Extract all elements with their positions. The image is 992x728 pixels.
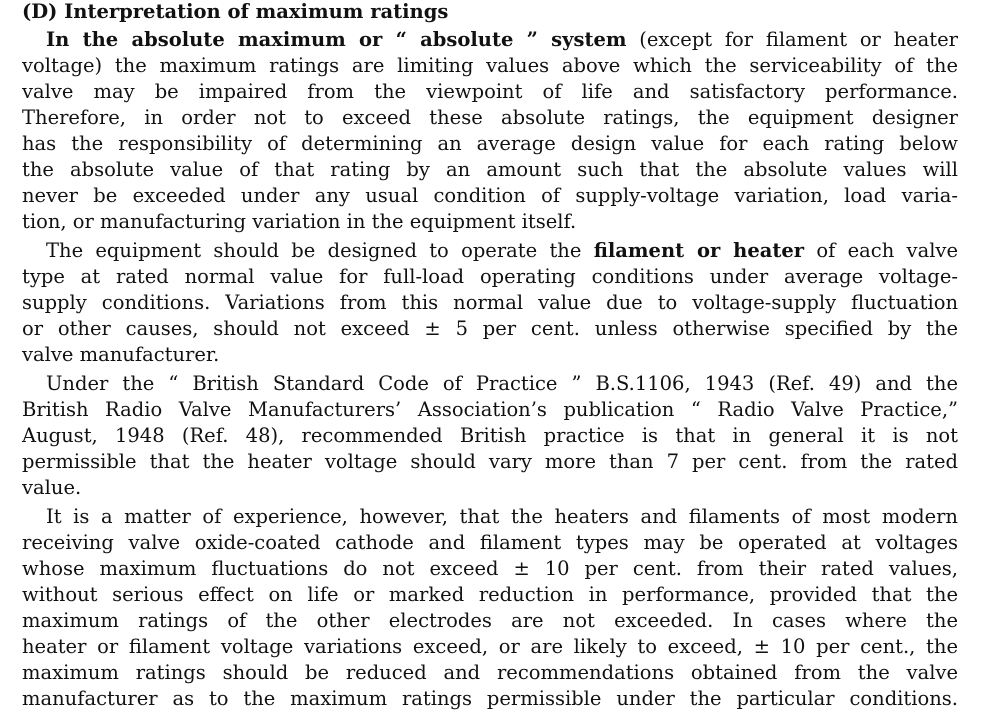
p4-line-8: manufacturer as to the maximum ratings permissible under the particular conditions. [22, 687, 958, 710]
p4-line-5: maximum ratings of the other electrodes are not exceeded. In cases where the [22, 609, 958, 632]
p3-line-4: permissible that the heater voltage should vary more than 7 per cent. from the rated [22, 450, 958, 473]
p1-line-5: has the responsibility of determining an average design value for each rating below [22, 132, 958, 155]
p3-line-3: August, 1948 (Ref. 48), recommended British practice is that in general it is not [22, 424, 958, 447]
p2-line-1: The equipment should be designed to operate the filament or heater of each valve [46, 239, 958, 262]
p4-line-6: heater or filament voltage variations exceed, or are likely to exceed, ± 10 per cent., the [22, 635, 958, 658]
p4-line-3: whose maximum fluctuations do not exceed ± 10 per cent. from their rated values, [22, 557, 958, 580]
p1-line-3: valve may be impaired from the viewpoint of life and satisfactory performance. [22, 80, 958, 103]
p4-line-1: It is a matter of experience, however, that the heaters and filaments of most modern [46, 505, 958, 528]
p2-line-3: supply conditions. Variations from this normal value due to voltage-supply fluctuation [22, 291, 958, 314]
p1-line-2: voltage) the maximum ratings are limiting values above which the serviceability of the [22, 54, 958, 77]
p1-line-7: never be exceeded under any usual condition of supply-voltage variation, load varia- [22, 184, 958, 207]
p2-bold-term: filament or heater [593, 239, 805, 262]
p1-line-8: tion, or manufacturing variation in the equipment itself. [22, 210, 577, 233]
p1-line-4: Therefore, in order not to exceed these absolute ratings, the equipment designer [22, 106, 958, 129]
p2-line-5: valve manufacturer. [22, 343, 220, 366]
p3-line-1: Under the “ British Standard Code of Practice ” B.S.1106, 1943 (Ref. 49) and the [46, 372, 958, 395]
p1-line-6: the absolute value of that rating by an amount such that the absolute values will [22, 158, 958, 181]
p3-line-5: value. [22, 476, 82, 499]
section-heading: (D) Interpretation of maximum ratings [22, 0, 449, 23]
p4-line-4: without serious effect on life or marked reduction in performance, provided that the [22, 583, 958, 606]
p4-line-2: receiving valve oxide-coated cathode and filament types may be operated at voltages [22, 531, 958, 554]
p2-line-2: type at rated normal value for full-load operating conditions under average voltage- [22, 265, 958, 288]
p4-line-7: maximum ratings should be reduced and recommendations obtained from the valve [22, 661, 958, 684]
p1-line-1: In the absolute maximum or “ absolute ” system (except for filament or heater [46, 28, 958, 51]
p1-bold-lead: In the absolute maximum or “ absolute ” system [46, 28, 627, 51]
p3-line-2: British Radio Valve Manufacturers’ Association’s publication “ Radio Valve Practice,” [22, 398, 958, 421]
p2-line-4: or other causes, should not exceed ± 5 per cent. unless otherwise specified by the [22, 317, 958, 340]
